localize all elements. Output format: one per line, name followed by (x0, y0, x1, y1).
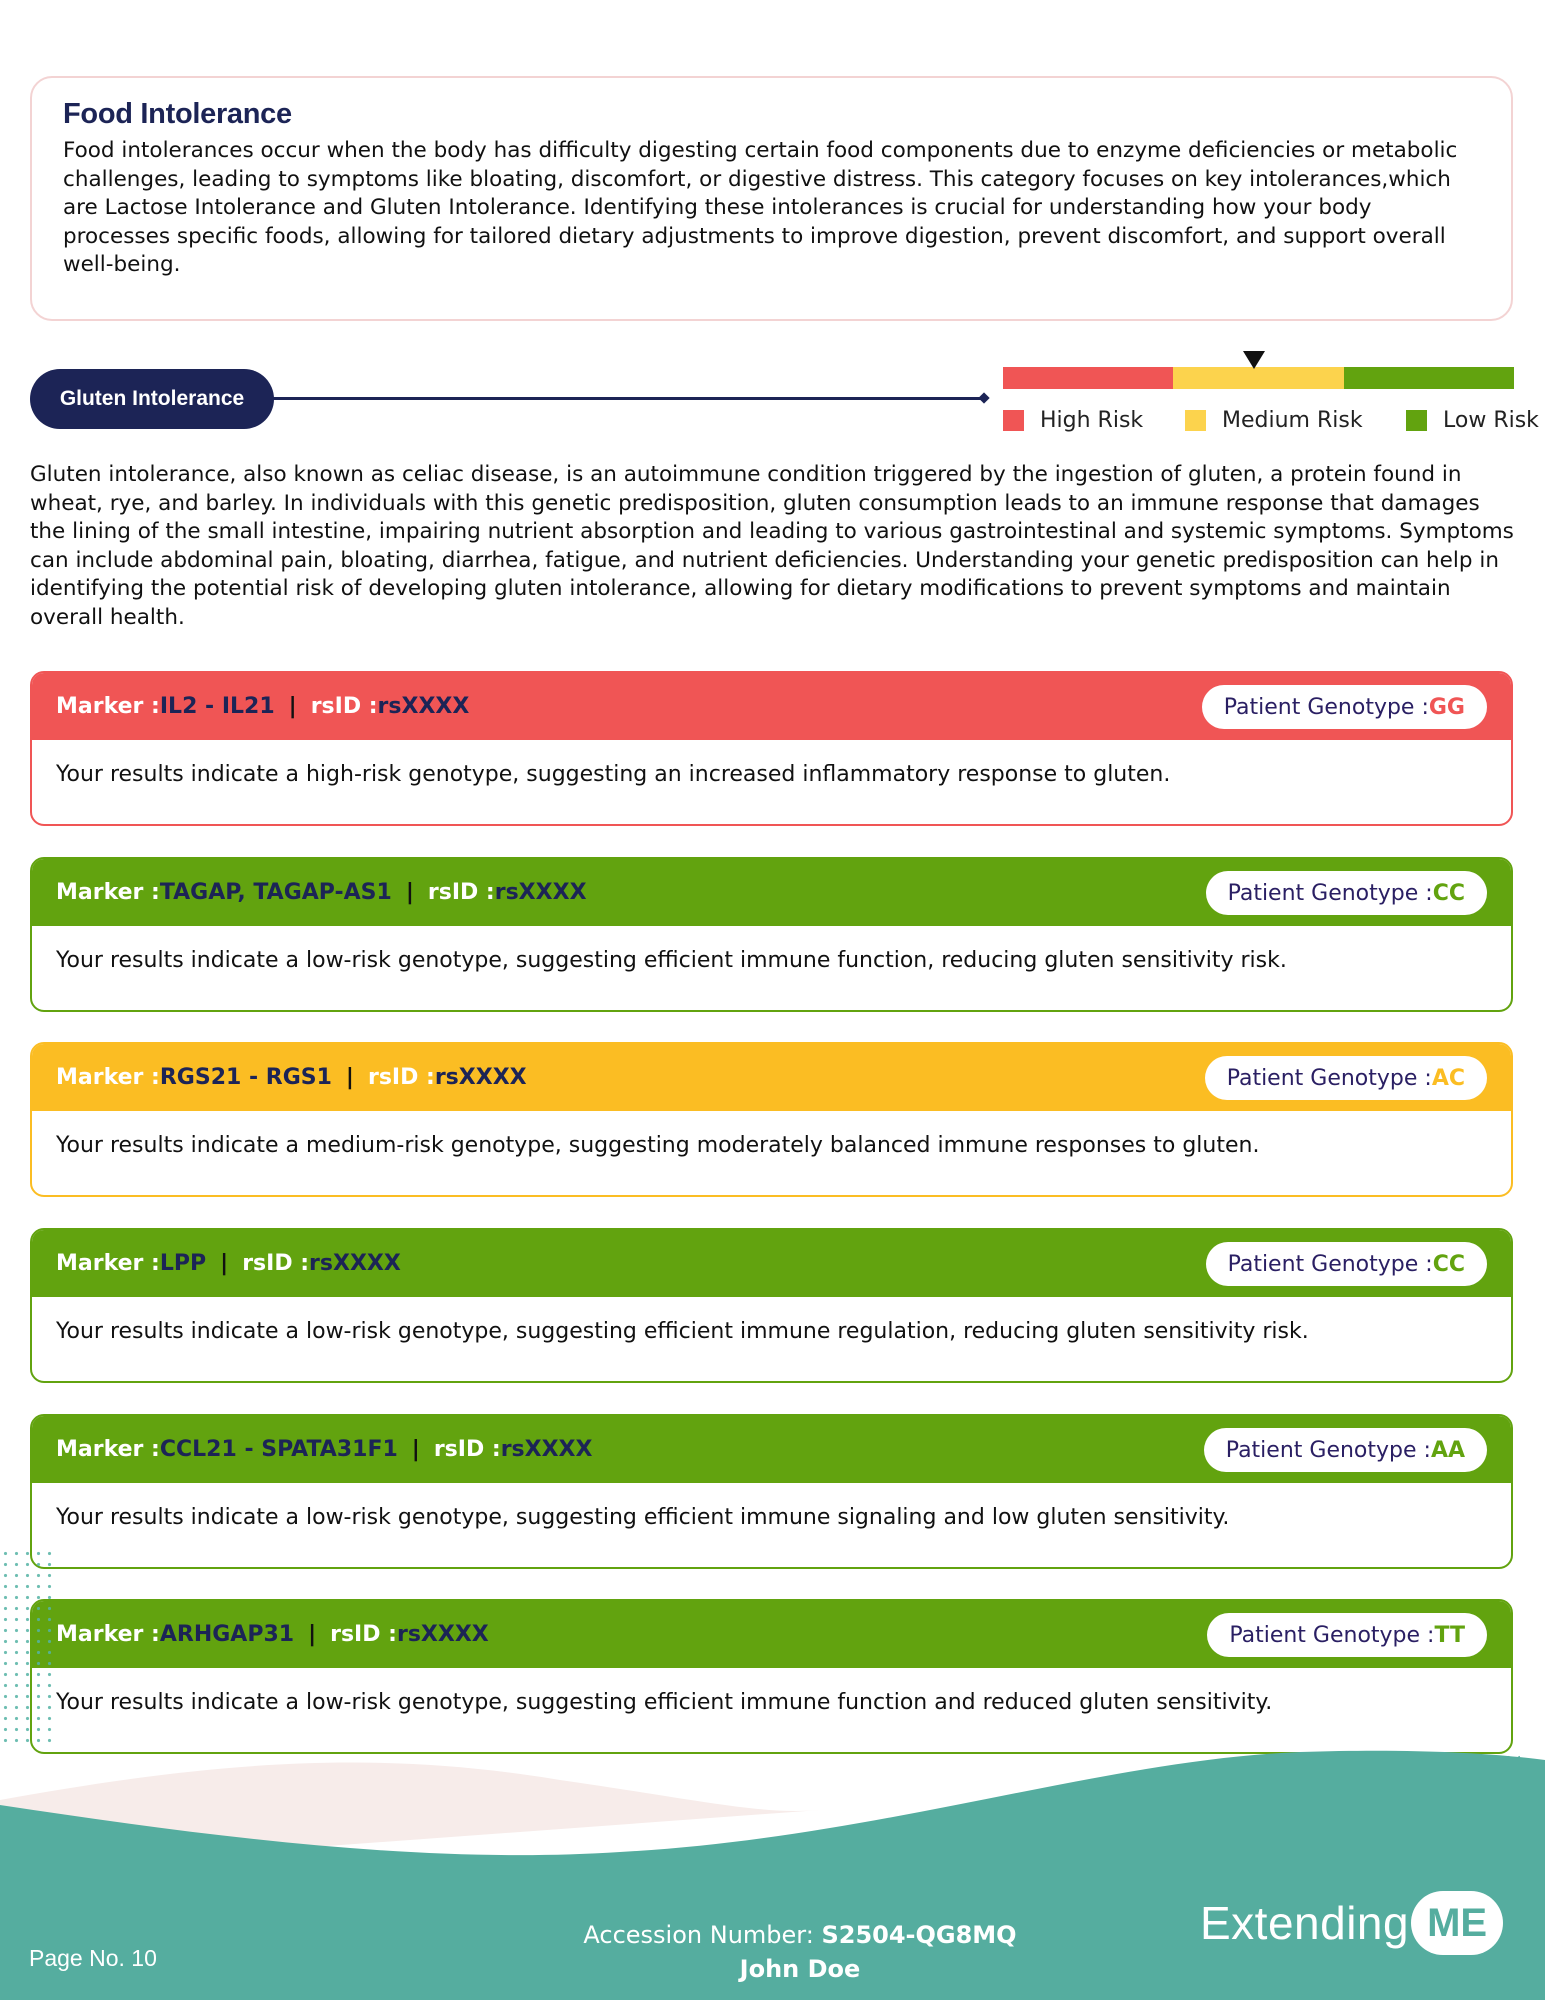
genotype-badge (1202, 685, 1487, 729)
rsid-value: rsXXXX (377, 694, 470, 719)
risk-segment-medium (1173, 367, 1343, 389)
legend-swatch-high (1003, 410, 1024, 431)
accession-label: Accession Number: (583, 1921, 822, 1949)
legend-label-high: High Risk (1040, 407, 1144, 433)
genotype-label: Patient Genotype : (1226, 1065, 1432, 1091)
brand-badge: ME (1411, 1891, 1503, 1955)
rsid-label: rsID : (427, 880, 495, 905)
marker-card (30, 1414, 1513, 1569)
marker-name: LPP (159, 1251, 207, 1276)
marker-label: Marker : (56, 1251, 160, 1276)
section-title-gluten-intolerance: Gluten Intolerance (30, 369, 274, 429)
rsid-label: rsID : (242, 1251, 310, 1276)
risk-pointer-icon (1243, 351, 1265, 369)
section-divider-end (978, 392, 989, 403)
marker-result: Your results indicate a high-risk genotype, suggesting an increased inflammatory response to gluten. (56, 762, 1171, 787)
header-separator: | (345, 1065, 354, 1090)
marker-card (30, 671, 1513, 826)
genotype-value: AA (1430, 1437, 1465, 1463)
genotype-value: GG (1428, 694, 1465, 720)
legend-low-risk (1406, 405, 1539, 435)
marker-name: ARHGAP31 (159, 1622, 295, 1647)
rsid-value: rsXXXX (500, 1437, 593, 1462)
risk-segment-high (1003, 367, 1173, 389)
patient-name-text: John Doe (739, 1955, 861, 1983)
risk-meter (1003, 367, 1514, 389)
genotype-value: AC (1431, 1065, 1465, 1091)
marker-result: Your results indicate a low-risk genotype, suggesting efficient immune function and reduced gluten sensitivity. (56, 1690, 1273, 1715)
header-separator: | (220, 1251, 229, 1276)
header-separator: | (405, 880, 414, 905)
genotype-badge (1206, 1242, 1487, 1286)
section-description: Gluten intolerance, also known as celiac disease, is an autoimmune condition triggered by the ingestion of gluten, a protein found in wheat, rye, and barley. In individuals with this genetic predisposition, gluten consumption leads to an immune response that damages the lining of the small intestine, impairing nutrient absorption and leading to various gastrointestinal and systemic symptoms. Symptoms can include abdominal pain, bloating, diarrhea, fatigue, and nutrient deficiencies. Understanding your genetic predisposition can help in identifying the potential risk of developing gluten intolerance, allowing for dietary modifications to prevent symptoms and maintain overall health. (30, 462, 1514, 630)
rsid-value: rsXXXX (396, 1622, 489, 1647)
marker-card (30, 1228, 1513, 1383)
legend-swatch-medium (1185, 410, 1206, 431)
marker-card (30, 1599, 1513, 1754)
accession-number: S2504-QG8MQ (821, 1921, 1017, 1949)
brand-text: Extending (1200, 1897, 1410, 1949)
rsid-label: rsID : (310, 694, 378, 719)
header-separator: | (288, 694, 297, 719)
rsid-label: rsID : (433, 1437, 501, 1462)
rsid-value: rsXXXX (494, 880, 587, 905)
marker-result: Your results indicate a medium-risk genotype, suggesting moderately balanced immune responses to gluten. (56, 1133, 1260, 1158)
intro-title: Food Intolerance (63, 98, 292, 130)
genotype-value: CC (1432, 1251, 1465, 1277)
section-divider (272, 397, 984, 400)
marker-card (30, 1042, 1513, 1197)
rsid-value: rsXXXX (309, 1251, 401, 1276)
rsid-label: rsID : (367, 1065, 435, 1090)
marker-card-header (32, 1044, 1511, 1111)
genotype-label: Patient Genotype : (1225, 1437, 1431, 1463)
marker-card-header (32, 859, 1511, 926)
marker-label: Marker : (56, 1437, 160, 1462)
legend-swatch-low (1406, 410, 1427, 431)
rsid-value: rsXXXX (434, 1065, 527, 1090)
marker-label: Marker : (56, 1622, 160, 1647)
header-separator: | (411, 1437, 420, 1462)
marker-name: TAGAP, TAGAP-AS1 (159, 880, 392, 905)
intro-card (30, 76, 1513, 321)
marker-result: Your results indicate a low-risk genotype, suggesting efficient immune regulation, reducing gluten sensitivity risk. (56, 1319, 1309, 1344)
intro-text: Food intolerances occur when the body has difficulty digesting certain food components due to enzyme deficiencies or metabolic challenges, leading to symptoms like bloating, discomfort, or digestive distress. This category focuses on key intolerances,which are Lactose Intolerance and Gluten Intolerance. Identifying these intolerances is crucial for understanding how your body processes specific foods, allowing for tailored dietary adjustments to improve digestion, prevent discomfort, and support overall well-being. (63, 138, 1458, 277)
marker-result: Your results indicate a low-risk genotype, suggesting efficient immune signaling and low gluten sensitivity. (56, 1505, 1230, 1530)
header-separator: | (308, 1622, 317, 1647)
genotype-value: CC (1432, 880, 1465, 906)
brand-logo (1200, 1888, 1503, 1958)
legend-label-medium: Medium Risk (1222, 407, 1363, 433)
genotype-label: Patient Genotype : (1227, 1251, 1433, 1277)
genotype-label: Patient Genotype : (1223, 694, 1429, 720)
marker-name: RGS21 - RGS1 (159, 1065, 332, 1090)
marker-name: IL2 - IL21 (159, 694, 275, 719)
genotype-badge (1205, 1056, 1487, 1100)
genotype-label: Patient Genotype : (1227, 880, 1433, 906)
marker-label: Marker : (56, 694, 160, 719)
marker-card-header (32, 1416, 1511, 1483)
marker-card-header (32, 673, 1511, 740)
marker-card-header (32, 1230, 1511, 1297)
rsid-label: rsID : (330, 1622, 397, 1647)
genotype-value: TT (1434, 1622, 1465, 1648)
genotype-badge (1207, 1613, 1487, 1657)
page-number: Page No. 10 (29, 1945, 157, 1971)
marker-label: Marker : (56, 1065, 160, 1090)
legend-high-risk (1003, 405, 1143, 435)
marker-result: Your results indicate a low-risk genotype, suggesting efficient immune function, reducing gluten sensitivity risk. (56, 948, 1287, 973)
risk-segment-low (1344, 367, 1514, 389)
genotype-badge (1204, 1428, 1487, 1472)
marker-card-header (32, 1601, 1511, 1668)
genotype-badge (1206, 871, 1487, 915)
marker-card (30, 857, 1513, 1012)
genotype-label: Patient Genotype : (1229, 1622, 1435, 1648)
marker-name: CCL21 - SPATA31F1 (159, 1437, 398, 1462)
decorative-dots-left (0, 1548, 52, 1748)
marker-label: Marker : (56, 880, 160, 905)
legend-label-low: Low Risk (1443, 407, 1539, 433)
legend-medium-risk (1185, 405, 1363, 435)
